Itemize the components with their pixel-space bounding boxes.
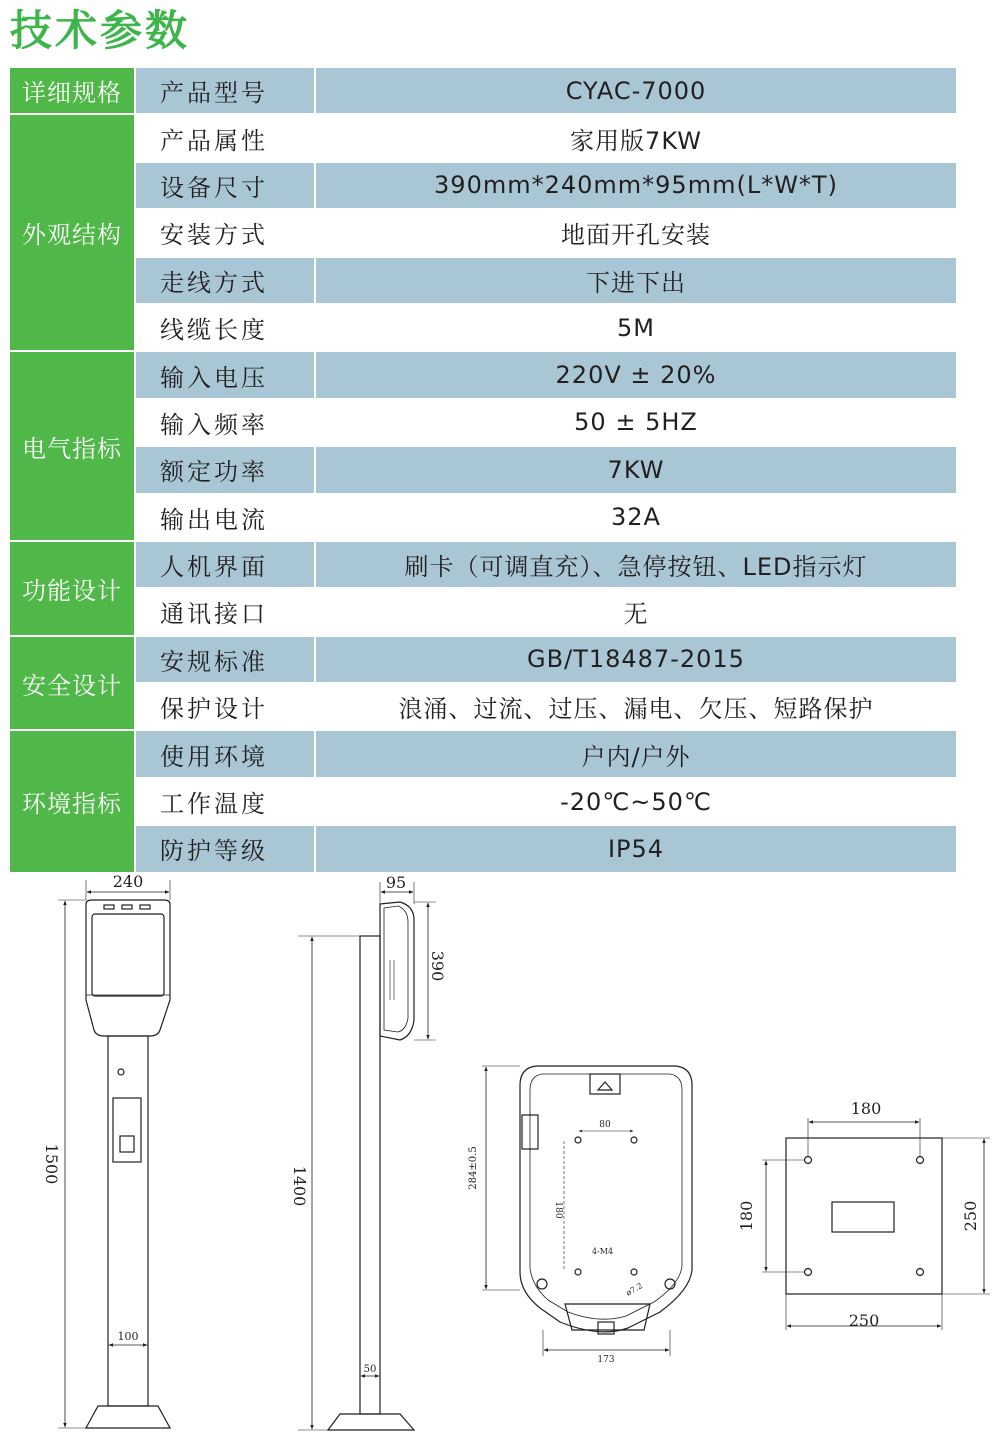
param-label: 额定功率 [135, 446, 315, 493]
param-label: 人机界面 [135, 541, 315, 588]
param-label: 通讯接口 [135, 588, 315, 635]
technical-drawings [0, 860, 1000, 1448]
base-plate-drawing [762, 1118, 990, 1330]
param-label: 产品型号 [135, 68, 315, 114]
table-row [10, 636, 956, 683]
back-screws-dim: 4-M4 [592, 1247, 614, 1256]
table-row [10, 351, 956, 398]
param-value: 220V ± 20% [315, 351, 956, 398]
side-unit-height-dim: 390 [428, 950, 447, 982]
back-hole-dia-dim: ø7.2 [624, 1281, 645, 1298]
base-width-dim: 250 [848, 1311, 880, 1330]
param-value: GB/T18487-2015 [315, 636, 956, 683]
param-value: IP54 [315, 825, 956, 872]
base-height-dim: 250 [961, 1200, 980, 1232]
param-value: 32A [315, 494, 956, 541]
param-label: 输出电流 [135, 494, 315, 541]
group-cell: 安全设计 [10, 636, 135, 731]
param-label: 线缆长度 [135, 304, 315, 351]
param-label: 安装方式 [135, 209, 315, 256]
back-width-dim: 173 [597, 1355, 615, 1365]
table-row [10, 730, 956, 777]
param-label: 走线方式 [135, 257, 315, 304]
table-row [10, 68, 956, 114]
param-value: 浪涌、过流、过压、漏电、欠压、短路保护 [315, 683, 956, 730]
table-row [10, 209, 956, 256]
param-label: 防护等级 [135, 825, 315, 872]
table-row [10, 541, 956, 588]
table-row [10, 778, 956, 825]
param-label: 输入电压 [135, 351, 315, 398]
table-row [10, 446, 956, 493]
side-pole-height-dim: 1400 [290, 1165, 309, 1207]
param-label: 产品属性 [135, 114, 315, 161]
param-value: 户内/户外 [315, 730, 956, 777]
param-value: 50 ± 5HZ [315, 399, 956, 446]
back-hole-spacing-v-dim: 180 [553, 1201, 563, 1219]
front-width-dim: 240 [112, 872, 144, 891]
base-hole-spacing-v-dim: 180 [737, 1200, 756, 1232]
back-height-dim: 284±0.5 [468, 1146, 479, 1190]
group-cell: 环境指标 [10, 730, 135, 872]
param-value: CYAC-7000 [315, 68, 956, 114]
front-view-drawing [58, 880, 170, 1428]
back-hole-spacing-h-dim: 80 [599, 1120, 611, 1130]
table-row [10, 399, 956, 446]
param-value: -20℃~50℃ [315, 778, 956, 825]
param-label: 输入频率 [135, 399, 315, 446]
group-cell: 详细规格 [10, 68, 135, 114]
param-label: 保护设计 [135, 683, 315, 730]
side-view-drawing [298, 882, 436, 1430]
param-value: 7KW [315, 446, 956, 493]
group-cell: 外观结构 [10, 114, 135, 351]
param-value: 地面开孔安装 [315, 209, 956, 256]
table-row [10, 494, 956, 541]
param-label: 使用环境 [135, 730, 315, 777]
side-depth-dim: 95 [385, 873, 407, 892]
param-value: 5M [315, 304, 956, 351]
param-label: 安规标准 [135, 636, 315, 683]
param-value: 无 [315, 588, 956, 635]
param-value: 下进下出 [315, 257, 956, 304]
group-cell: 电气指标 [10, 351, 135, 541]
pole-width-dim: 100 [117, 1330, 139, 1343]
spec-table [10, 68, 956, 874]
page-title: 技术参数 [10, 6, 191, 55]
table-row [10, 588, 956, 635]
front-height-dim: 1500 [42, 1143, 61, 1185]
param-value: 家用版7KW [315, 114, 956, 161]
base-hole-spacing-h-dim: 180 [850, 1099, 882, 1118]
table-row [10, 114, 956, 161]
table-row [10, 304, 956, 351]
table-row [10, 162, 956, 209]
param-value: 刷卡（可调直充）、急停按钮、LED指示灯 [315, 541, 956, 588]
group-cell: 功能设计 [10, 541, 135, 636]
table-row [10, 257, 956, 304]
param-label: 工作温度 [135, 778, 315, 825]
back-view-drawing [482, 1066, 692, 1356]
param-value: 390mm*240mm*95mm(L*W*T) [315, 162, 956, 209]
side-base-dim: 50 [363, 1364, 377, 1375]
table-row [10, 683, 956, 730]
param-label: 设备尺寸 [135, 162, 315, 209]
